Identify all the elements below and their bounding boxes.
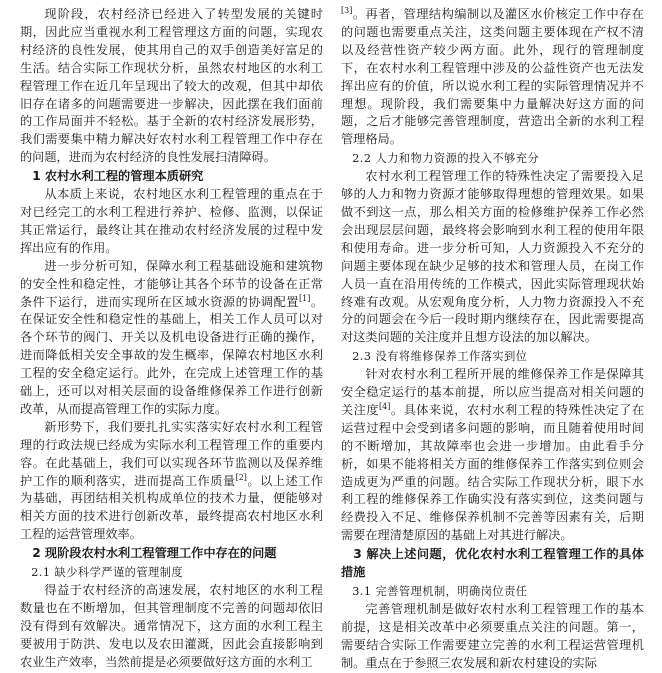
citation-ref: [4] <box>379 401 391 411</box>
paragraph-text: 。再者，管理结构编制以及灌区水价核定工作中存在的问题也需要重点关注，这类问题主要体现在产权不清以及经营性资产较少两方面。此外，现行的管理制度下，在农村水利工程管理中涉及的公益性资产也无法发挥出应有的价值，所以说水利工程的实际管理情况并不理想。现阶段，我们需要集中力量解决好这方面的问题，之后才能够完善管理制度，营造出全新的水利工程管理格局。 <box>341 7 644 147</box>
paragraph-text: 针对农村水利工程所开展的维修保养工作是保障其安全稳定运行的基本前提，所以应当提高对相关问题的关注度 <box>341 367 644 417</box>
body-paragraph <box>341 366 644 545</box>
body-paragraph: 农村水利工程管理工作的特殊性决定了需要投入足够的人力和物力资源才能够取得理想的管理效果。如果做不到这一点，那么相关方面的检修维护保养工作必然会出现层层问题，最终将会影响到水利工程的使用年限和使用寿命。进一步分析可知，人力资源投入不充分的问题主要体现在缺少足够的技术和管理人员，在岗工作人员一直在沿用传统的工作模式，因此实际管理现状始终难有改观。从宏观角度分析，人力物力资源投入不充分的问题会在今后一段时期内继续存在，因此需要提高对这类问题的关注度并且想方设法的加以解决。 <box>341 169 644 345</box>
citation-ref: [3] <box>341 5 353 15</box>
citation-ref: [1] <box>298 293 311 303</box>
section-heading-3: 3 解决上述问题，优化农村水利工程管理工作的具体措施 <box>341 547 644 580</box>
section-heading-1: 1 农村水利工程的管理本质研究 <box>32 169 204 184</box>
body-paragraph: 从本质上来说，农村地区水利工程管理的重点在于对已经完工的水利工程进行养护、检修、监测，以保证其正常运行，最终让其在推动农村经济发展的过程中发挥出应有的作用。 <box>20 187 323 255</box>
subsection-heading-3-1: 3.1 完善管理机制，明确岗位责任 <box>352 585 528 598</box>
section-heading-2: 2 现阶段农村水利工程管理工作中存在的问题 <box>32 546 277 561</box>
body-paragraph <box>20 419 323 544</box>
paragraph-text: 。以上述工作为基础，再团结相关机构成单位的技术力量，便能够对相关方面的技术进行创新改革，最终提高农村地区水利工程的运营管理效率。 <box>20 473 324 542</box>
subsection-heading-2-3: 2.3 没有将维修保养工作落实到位 <box>352 350 528 364</box>
subsection-heading-2-2: 2.2 人力和物力资源的投入不够充分 <box>352 152 540 166</box>
body-paragraph-continued <box>341 6 644 149</box>
left-column <box>20 6 323 672</box>
right-column <box>341 6 644 673</box>
paragraph-text: 。在保证安全性和稳定性的基础上，相关工作人员可以对各个环节的阀门、开关以及机电设备进行正确的操作，进而降低相关安全事故的发生概率，保障农村地区水利工程的安全稳定运行。此外，在完成上述管理工作的基础上，还可以对相关层面的设备维修保养工作进行创新改革，从而提高管理工作的实际力度。 <box>20 294 324 416</box>
paragraph-text: 新形势下，我们要扎扎实实落实好农村水利工程管理的行政法规已经成为实际水利工程管理工作的重要内容。在此基础上，我们可以实现各环节监测以及保养维护工作的顺利落实，进而提高工作质量 <box>20 419 323 488</box>
paragraph-text: 。具体来说，农村水利工程的特殊性决定了在运营过程中会受到诸多问题的影响，而且随着使用时间的不断增加，其故障率也会进一步增加。由此看手分析，如果不能将相关方面的维修保养工作落实到位则会造成更为严重的问题。结合实际工作现状分析，眼下水利工程的维修保养工作确实没有落实到位，这类问题与经费投入不足、维修保养机制不完善等因素有关，后期需要在理清楚原因的基础上对其进行解决。 <box>341 402 645 543</box>
body-paragraph: 完善管理机制是做好农村水利工程管理工作的基本前提，这是相关改革中必须要重点关注的问题。第一，需要结合实际工作需要建立完善的水利工程运营管理机制。重点在于参照三农发展和新农村建设的实际 <box>341 601 644 670</box>
citation-ref: [2] <box>235 472 247 482</box>
intro-paragraph: 现阶段，农村经济已经进入了转型发展的关键时期，因此应当重视水利工程管理这方面的问题，实现农村经济的良性发展，使其用自己的双手创造美好富足的生活。结合实际工作现状分析，虽然农村地区的水利工程管理工作在近几年呈现出了较大的改观，但其中却依旧存在诸多的问题需要进一步解决，因此摆在我们面前的工作局面并不轻松。基于全新的农村经济发展形势，我们需要集中精力解决好农村水利工程管理工作中存在的问题，进而为农村经济的良性发展扫清障碍。 <box>20 7 323 165</box>
body-paragraph: 得益于农村经济的高速发展，农村地区的水利工程数量也在不断增加，但其管理制度不完善的问题却依旧没有得到有效解决。通常情况下，这方面的水利工程主要被用于防洪、发电以及农田灌溉，因此会直接影响到农业生产效率，当然前提是必须要做好这方面的水利工 <box>20 583 323 669</box>
body-paragraph <box>20 258 323 419</box>
paragraph-text: 进一步分析可知，保障水利工程基础设施和建筑物的安全性和稳定性，才能够让其各个环节的设备在正常条件下运行，进而实现所在区域水资源的协调配置 <box>20 258 323 309</box>
subsection-heading-2-1: 2.1 缺少科学严谨的管理制度 <box>31 566 184 580</box>
